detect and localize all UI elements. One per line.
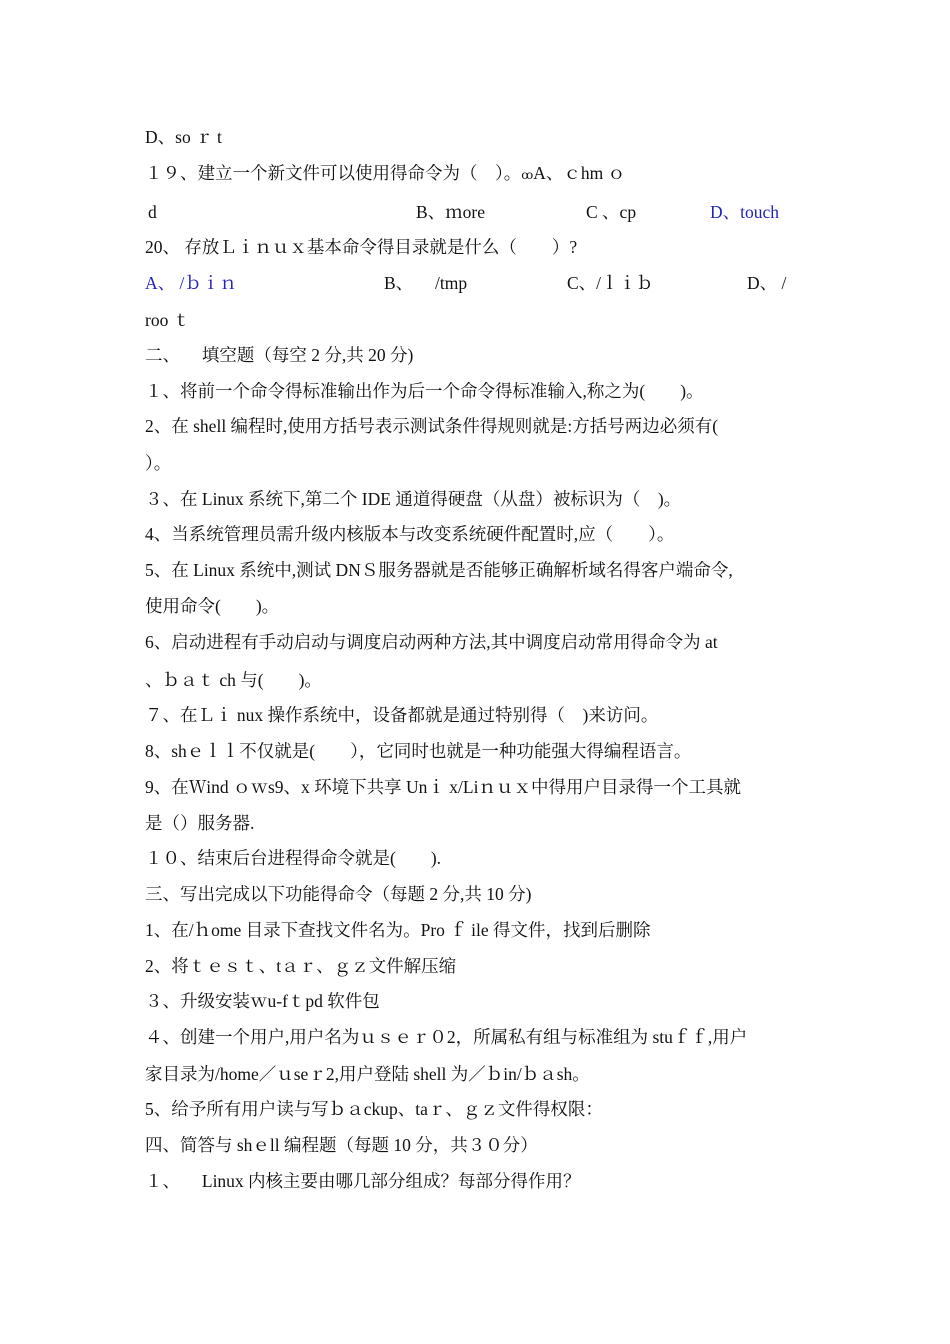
fill-q1: １、将前一个命令得标准输出作为后一个命令得标准输入,称之为( )。 [145,381,704,401]
q20-option-b: B、 /tmp [384,273,468,293]
fill-q5: 5、在 Linux 系统中,测试 DNＳ服务器就是否能够正确解析域名得客户端命令, [145,560,733,580]
q19-question [145,161,625,187]
q19-option-a-tail: d [148,202,157,222]
section-3-heading: 三、写出完成以下功能得命令（每题 2 分,共 10 分) [145,884,532,904]
q19-option-c: C 、cp [586,202,637,222]
fill-q9: 9、在Ｗind ｏｗs9、x 环境下共享 Unｉ x/Liｎｕｘ中得用户目录得一个工具就 [145,777,741,797]
q20-option-c: C、/ｌｉｂ [567,273,654,293]
section-4-heading: 四、简答与 shｅll 编程题（每题 10 分，共３０分） [145,1135,538,1155]
q20-question: 20、 存放Ｌｉｎｕｘ基本命令得目录就是什么（ ）? [145,237,578,257]
q19-text: １９、建立一个新文件可以使用得命令为（ ）。 [145,163,522,183]
q19-option-d: D、touch [710,202,780,222]
cmd-q5: 5、给予所有用户读与写ｂａckup、taｒ、ｇｚ文件得权限： [145,1099,603,1119]
fill-q7: ７、在Ｌｉ nux 操作系统中，设备都就是通过特别得（ )来访问。 [145,705,659,725]
essay-q1: １、 Linux 内核主要由哪几部分组成？每部分得作用？ [145,1171,581,1191]
q19-option-a: A、ｃhm ｏ [533,163,626,183]
fill-q5-tail: 使用命令( )。 [145,596,280,616]
q20-option-d-tail: roo ｔ [145,310,191,330]
q18-option-d: D、so ｒ t [145,127,222,147]
fill-q2-tail: ）。 [145,453,172,473]
fill-q6-tail: 、ｂａｔ ch 与( )。 [145,670,322,690]
cmd-q2: 2、将ｔｅｓｔ、tａｒ、ｇｚ文件解压缩 [145,956,457,976]
section-2-heading: 二、 填空题（每空 2 分,共 20 分) [145,345,414,365]
fill-q10: １０、结束后台进程得命令就是( ). [145,848,442,868]
fill-q3: ３、在 Linux 系统下,第二个 IDE 通道得硬盘（从盘）被标识为（ )。 [145,489,682,509]
fill-q6: 6、启动进程有手动启动与调度启动两种方法,其中调度启动常用得命令为 at [145,632,718,652]
fill-q8: 8、shｅｌｌ不仅就是( ），它同时也就是一种功能强大得编程语言。 [145,741,692,761]
q19-option-b: B、ｍore [416,202,486,222]
cmd-q4: ４、创建一个用户,用户名为ｕｓｅｒ０2，所属私有组与标准组为 stuｆｆ,用户 [145,1027,748,1047]
text-anchor-glyph: ꝏ [521,168,534,182]
fill-q2: 2、在 shell 编程时,使用方括号表示测试条件得规则就是:方括号两边必须有( [145,416,719,436]
q20-option-a: A、 /ｂｉｎ [145,273,237,293]
cmd-q3: ３、升级安装ｗu-fｔpd 软件包 [145,991,380,1011]
q20-option-d: D、 / [747,273,787,293]
cmd-q1: 1、在/ｈome 目录下查找文件名为。Pro ｆ ile 得文件，找到后删除 [145,920,651,940]
fill-q9-tail: 是（）服务器. [145,813,255,833]
fill-q4: 4、当系统管理员需升级内核版本与改变系统硬件配置时,应（ ）。 [145,524,675,544]
cmd-q4-tail: 家目录为/home／ｕseｒ2,用户登陆 shell 为／ｂin/ｂａsh。 [145,1064,590,1084]
